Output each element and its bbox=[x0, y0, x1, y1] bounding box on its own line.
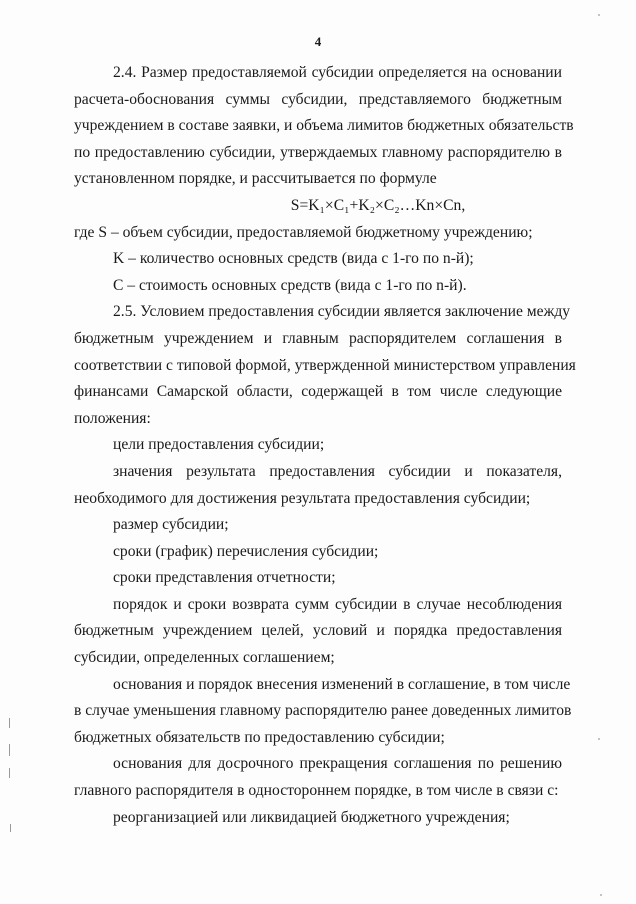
text-line: по предоставлению субсидии, утверждаемых главному распорядителю в bbox=[74, 143, 562, 161]
scan-mark bbox=[9, 744, 10, 756]
text-line: основания для досрочного прекращения соглашения по решению bbox=[113, 755, 562, 773]
list-item-reorganization: реорганизацией или ликвидацией бюджетного учреждения; bbox=[113, 808, 510, 826]
text-line: значения результата предоставления субсидии и показателя, bbox=[113, 462, 562, 480]
text-line: необходимого для достижения результата предоставления субсидии; bbox=[74, 489, 531, 507]
scan-mark bbox=[9, 718, 10, 728]
text-line: главного распорядителя в одностороннем порядке, в том числе в связи с: bbox=[74, 782, 559, 800]
text-line: учреждением в составе заявки, и объема лимитов бюджетных обязательств bbox=[74, 117, 574, 135]
scan-dot bbox=[598, 14, 600, 16]
document-body bbox=[74, 60, 576, 831]
text-line: бюджетным учреждением и главным распорядителем соглашения в bbox=[74, 329, 562, 347]
text-line: в случае уменьшения главному распорядителю ранее доведенных лимитов bbox=[74, 702, 572, 720]
text-line: расчета-обоснования суммы субсидии, представляемого бюджетным bbox=[74, 90, 562, 108]
list-item-schedule: сроки (график) перечисления субсидии; bbox=[113, 542, 379, 560]
scan-mark bbox=[10, 824, 11, 832]
text-line: установленном порядке, и рассчитывается по формуле bbox=[74, 170, 437, 188]
definition-c: C – стоимость основных средств (вида с 1-го по n-й). bbox=[113, 276, 467, 294]
text-line: 2.4. Размер предоставляемой субсидии определяется на основании bbox=[113, 64, 562, 81]
list-item-result bbox=[74, 459, 562, 512]
text-line: бюджетным учреждением целей, условий и порядка предоставления bbox=[74, 622, 562, 640]
list-item-return bbox=[74, 592, 562, 672]
list-item-termination bbox=[74, 751, 562, 804]
page-number: 4 bbox=[314, 34, 322, 49]
list-item-reporting: сроки представления отчетности; bbox=[113, 569, 336, 587]
list-item-changes bbox=[74, 672, 572, 752]
scan-dot bbox=[600, 894, 602, 896]
text-line: основания и порядок внесения изменений в соглашение, в том числе bbox=[113, 675, 571, 693]
definition-s: где S – объем субсидии, предоставляемой бюджетному учреждению; bbox=[74, 223, 533, 241]
definition-k: K – количество основных средств (вида с 1-го по n-й); bbox=[113, 250, 474, 268]
paragraph-2-4 bbox=[74, 60, 574, 193]
scan-dot bbox=[598, 738, 600, 740]
subsidy-formula: S=K₁×C₁+K₂×C₂…Kn×Cn, bbox=[290, 196, 466, 214]
text-line: положения: bbox=[74, 409, 151, 427]
text-line: бюджетных обязательств по предоставлению субсидии; bbox=[74, 728, 445, 746]
text-line: субсидии, определенных соглашением; bbox=[74, 649, 335, 667]
text-line: финансами Самарской области, содержащей в том числе следующие bbox=[74, 383, 562, 401]
list-item-size: размер субсидии; bbox=[113, 516, 229, 534]
text-line: 2.5. Условием предоставления субсидии является заключение между bbox=[113, 303, 571, 321]
scan-mark bbox=[9, 768, 10, 778]
text-line: соответствии с типовой формой, утвержденной министерством управления bbox=[74, 356, 576, 374]
list-item-goals: цели предоставления субсидии; bbox=[113, 436, 325, 454]
paragraph-2-5 bbox=[74, 299, 576, 432]
text-line: порядок и сроки возврата сумм субсидии в случае несоблюдения bbox=[113, 595, 562, 613]
